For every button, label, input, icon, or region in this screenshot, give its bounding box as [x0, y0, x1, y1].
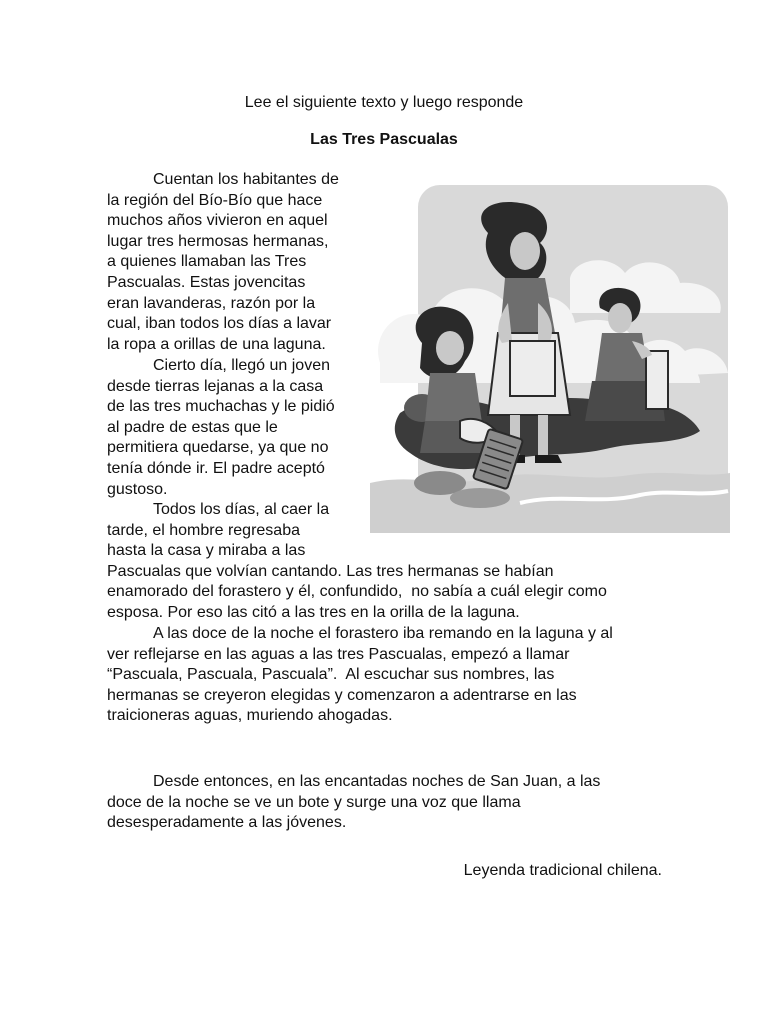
rock	[450, 488, 510, 508]
text-line: Pascualas. Estas jovencitas	[107, 273, 306, 291]
text-line: Cuentan los habitantes de	[153, 171, 339, 188]
text-line: enamorado del forastero y él, confundido, no sabía a cuál elegir como	[107, 583, 607, 601]
text-line: Desde entonces, en las encantadas noches de San Juan, a las	[153, 773, 601, 790]
text-line: eran lavanderas, razón por la	[107, 294, 316, 312]
instruction-text: Lee el siguiente texto y luego responde	[244, 94, 524, 111]
text-line: muchos años vivieron en aquel	[107, 212, 328, 230]
text-line: doce de la noche se ve un bote y surge una voz que llama	[107, 793, 521, 811]
text-line: tenía dónde ir. El padre aceptó	[107, 459, 325, 477]
text-line: esposa. Por eso las citó a las tres en la orilla de la laguna.	[107, 603, 520, 621]
three-sisters-washing-clothes-illustration	[370, 183, 730, 533]
text-line: desde tierras lejanas a la casa	[107, 377, 324, 395]
story-paragraph-1	[107, 170, 359, 355]
text-line: Todos los días, al caer la	[153, 501, 330, 518]
text-line: la ropa a orillas de una laguna.	[107, 335, 326, 353]
story-paragraph-2	[107, 356, 359, 500]
text-line: al padre de estas que le	[107, 418, 278, 436]
text-line: permitiera quedarse, ya que no	[107, 439, 329, 457]
text-line: A las doce de la noche el forastero iba remando en la laguna y al	[153, 625, 613, 642]
text-line: gustoso.	[107, 480, 168, 498]
story-paragraph-5	[107, 772, 667, 834]
text-line: Cierto día, llegó un joven	[153, 357, 330, 374]
text-line: traicioneras aguas, muriendo ahogadas.	[107, 707, 393, 725]
text-line: la región del Bío-Bío que hace	[107, 191, 323, 209]
text-line: Pascualas que volvían cantando. Las tres hermanas se habían	[107, 562, 554, 580]
story-title: Las Tres Pascualas	[310, 131, 458, 148]
text-line: de las tres muchachas y le pidió	[107, 398, 335, 416]
text-line: ver reflejarse en las aguas a las tres Pascualas, empezó a llamar	[107, 645, 570, 663]
text-line: lugar tres hermosas hermanas,	[107, 232, 329, 250]
text-line: hasta la casa y miraba a las	[107, 542, 306, 560]
text-line: tarde, el hombre regresaba	[107, 521, 300, 539]
text-line: desesperadamente a las jóvenes.	[107, 814, 347, 832]
text-line: a quienes llamaban las Tres	[107, 253, 307, 271]
text-line: hermanas se creyeron elegidas y comenzaron a adentrarse en las	[107, 686, 577, 704]
story-source: Leyenda tradicional chilena.	[463, 862, 662, 879]
story-paragraph-4	[107, 624, 667, 727]
text-line: cual, iban todos los días a lavar	[107, 315, 332, 333]
text-line: “Pascuala, Pascuala, Pascuala”. Al escuchar sus nombres, las	[107, 666, 555, 684]
